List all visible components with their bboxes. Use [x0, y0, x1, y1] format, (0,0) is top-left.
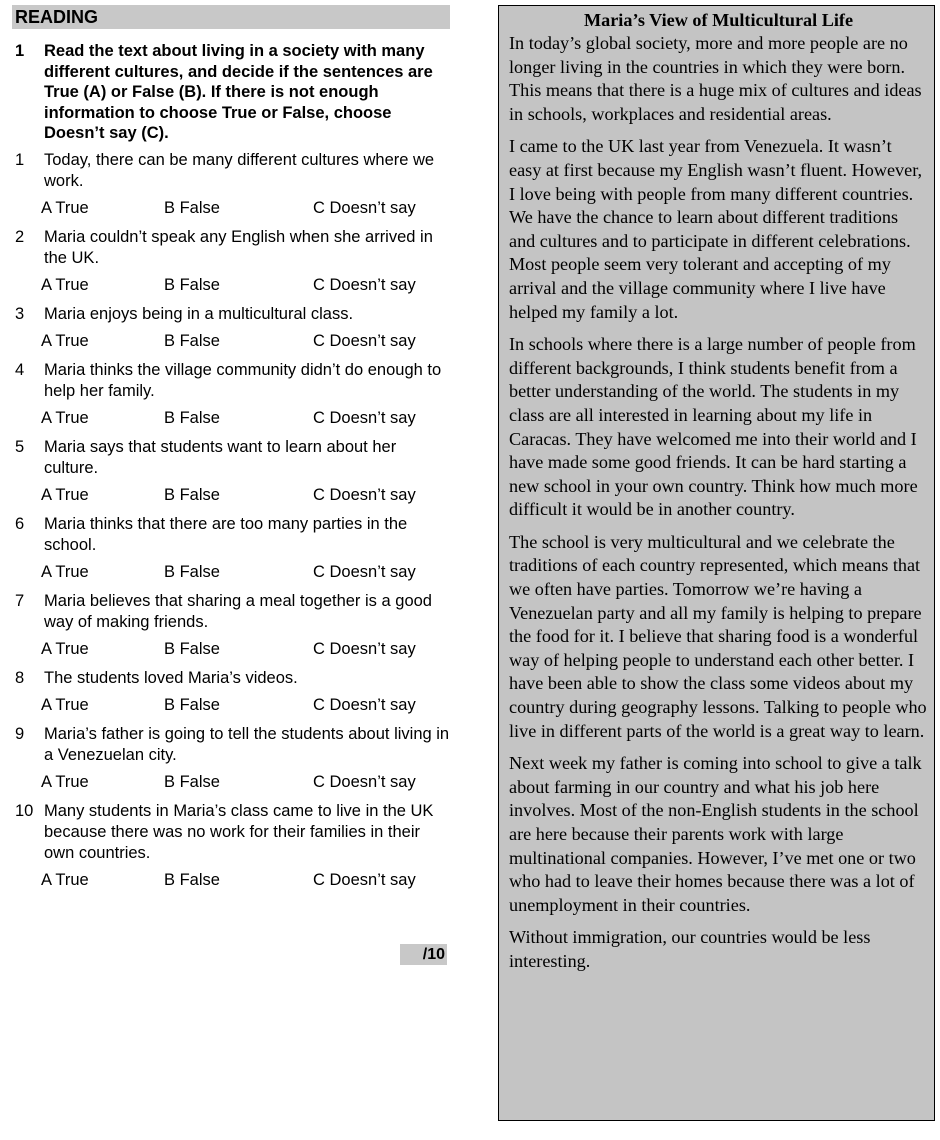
article-paragraph: The school is very multicultural and we celebrate the traditions of each country represented, which means that we often have parties. Tomorrow we’re having a Venezuelan party and all my family is helping to prepare the food for it. I believe that sharing food is a wonderful way of helping people to understand each other better. I have been able to show the class some videos about my country during geography lessons. Talking to people who live in different parts of the world is a great way to learn.: [509, 531, 927, 741]
option-c[interactable]: C Doesn’t say: [313, 331, 416, 350]
article-paragraph: Without immigration, our countries would be less interesting.: [509, 927, 871, 971]
option-a[interactable]: A True: [41, 485, 89, 504]
option-b[interactable]: B False: [164, 408, 220, 427]
article-title: Maria’s View of Multicultural Life: [583, 10, 854, 30]
question-text: Maria’s father is going to tell the students about living in a Venezuelan city.: [44, 724, 450, 764]
option-c[interactable]: C Doesn’t say: [313, 408, 416, 427]
question-item: [12, 514, 450, 583]
option-c[interactable]: C Doesn’t say: [313, 562, 416, 581]
instruction-number: 1: [15, 42, 25, 60]
option-c[interactable]: C Doesn’t say: [313, 695, 416, 714]
question-list: [12, 150, 450, 891]
answer-options: [12, 408, 450, 429]
option-c[interactable]: C Doesn’t say: [313, 639, 416, 658]
question-text: Many students in Maria’s class came to live in the UK because there was no work for their families in their own countries.: [44, 801, 434, 862]
answer-options: [12, 695, 450, 716]
exercise-column: [12, 5, 450, 891]
question-number: 6: [15, 514, 25, 533]
option-a[interactable]: A True: [41, 331, 89, 350]
answer-options: [12, 275, 450, 296]
answer-options: [12, 639, 450, 660]
option-b[interactable]: B False: [164, 485, 220, 504]
question-text: Maria thinks that there are too many parties in the school.: [44, 514, 408, 554]
article-paragraph: In schools where there is a large number of people from different backgrounds, I think students benefit from a better understanding of the world. The students in my class are all interested in learning about my life in Caracas. They have welcomed me into their world and I have made some good friends. It can be hard starting a new school in your own country. Think how much more difficult it would be in another country.: [509, 334, 918, 520]
article-paragraph: I came to the UK last year from Venezuela. It wasn’t easy at first because my English wasn’t fluent. However, I love being with people from many different countries. We have the chance to learn about different traditions and cultures and to participate in different celebrations. Most people seem very tolerant and accepting of my arrival and the village community where I live have helped my family a lot.: [509, 136, 923, 322]
answer-options: [12, 562, 450, 583]
question-row: [12, 227, 450, 269]
instruction: [12, 41, 450, 144]
answer-options: [12, 198, 450, 219]
question-item: [12, 668, 450, 716]
option-c[interactable]: C Doesn’t say: [313, 870, 416, 889]
option-a[interactable]: A True: [41, 275, 89, 294]
question-row: [12, 437, 450, 479]
option-b[interactable]: B False: [164, 772, 220, 791]
question-text: Today, there can be many different cultures where we work.: [44, 150, 435, 190]
option-b[interactable]: B False: [164, 331, 220, 350]
option-a[interactable]: A True: [41, 562, 89, 581]
answer-options: [12, 485, 450, 506]
question-item: [12, 437, 450, 506]
article-box: [498, 5, 935, 1121]
question-number: 9: [15, 724, 25, 743]
question-row: [12, 304, 450, 325]
option-a[interactable]: A True: [41, 198, 89, 217]
section-title: READING: [12, 5, 450, 29]
option-b[interactable]: B False: [164, 198, 220, 217]
article-paragraph: In today’s global society, more and more people are no longer living in the countries in which they were born. This means that there is a huge mix of cultures and ideas in schools, workplaces and residential areas.: [509, 33, 922, 124]
option-a[interactable]: A True: [41, 870, 89, 889]
option-c[interactable]: C Doesn’t say: [313, 485, 416, 504]
question-text: Maria enjoys being in a multicultural class.: [44, 304, 354, 323]
question-text: The students loved Maria’s videos.: [44, 668, 298, 687]
question-text: Maria thinks the village community didn’t do enough to help her family.: [44, 360, 442, 400]
article-paragraph: Next week my father is coming into school to give a talk about farming in our country and what his job here involves. Most of the non-English students in the school are here because their parents work with large multinational companies. However, I’ve met one or two who had to leave their homes because there was a lot of unemployment in their countries.: [509, 753, 922, 915]
question-number: 10: [15, 801, 34, 820]
question-row: [12, 150, 450, 192]
question-item: [12, 591, 450, 660]
question-number: 5: [15, 437, 25, 456]
question-number: 8: [15, 668, 25, 687]
question-row: [12, 668, 450, 689]
option-b[interactable]: B False: [164, 870, 220, 889]
option-b[interactable]: B False: [164, 562, 220, 581]
option-c[interactable]: C Doesn’t say: [313, 198, 416, 217]
question-item: [12, 724, 450, 793]
question-number: 1: [15, 150, 25, 169]
question-text: Maria believes that sharing a meal together is a good way of making friends.: [44, 591, 432, 631]
question-row: [12, 360, 450, 402]
question-text: Maria says that students want to learn about her culture.: [44, 437, 397, 477]
option-c[interactable]: C Doesn’t say: [313, 772, 416, 791]
question-row: [12, 724, 450, 766]
question-item: [12, 360, 450, 429]
question-text: Maria couldn’t speak any English when she arrived in the UK.: [44, 227, 433, 267]
option-a[interactable]: A True: [41, 695, 89, 714]
answer-options: [12, 331, 450, 352]
option-c[interactable]: C Doesn’t say: [313, 275, 416, 294]
option-a[interactable]: A True: [41, 772, 89, 791]
question-item: [12, 227, 450, 296]
answer-options: [12, 870, 450, 891]
option-b[interactable]: B False: [164, 639, 220, 658]
option-b[interactable]: B False: [164, 695, 220, 714]
question-number: 2: [15, 227, 25, 246]
instruction-text: Read the text about living in a society with many different cultures, and decide if the sentences are True (A) or False (B). If there is not enough information to choose True or False, choose Doesn’t say (C).: [44, 42, 433, 142]
score-box: /10: [400, 944, 447, 965]
question-number: 4: [15, 360, 25, 379]
question-item: [12, 304, 450, 352]
question-item: [12, 150, 450, 219]
question-row: [12, 591, 450, 633]
question-row: [12, 801, 450, 864]
answer-options: [12, 772, 450, 793]
option-a[interactable]: A True: [41, 639, 89, 658]
question-number: 7: [15, 591, 25, 610]
option-a[interactable]: A True: [41, 408, 89, 427]
question-item: [12, 801, 450, 891]
question-number: 3: [15, 304, 25, 323]
question-row: [12, 514, 450, 556]
option-b[interactable]: B False: [164, 275, 220, 294]
